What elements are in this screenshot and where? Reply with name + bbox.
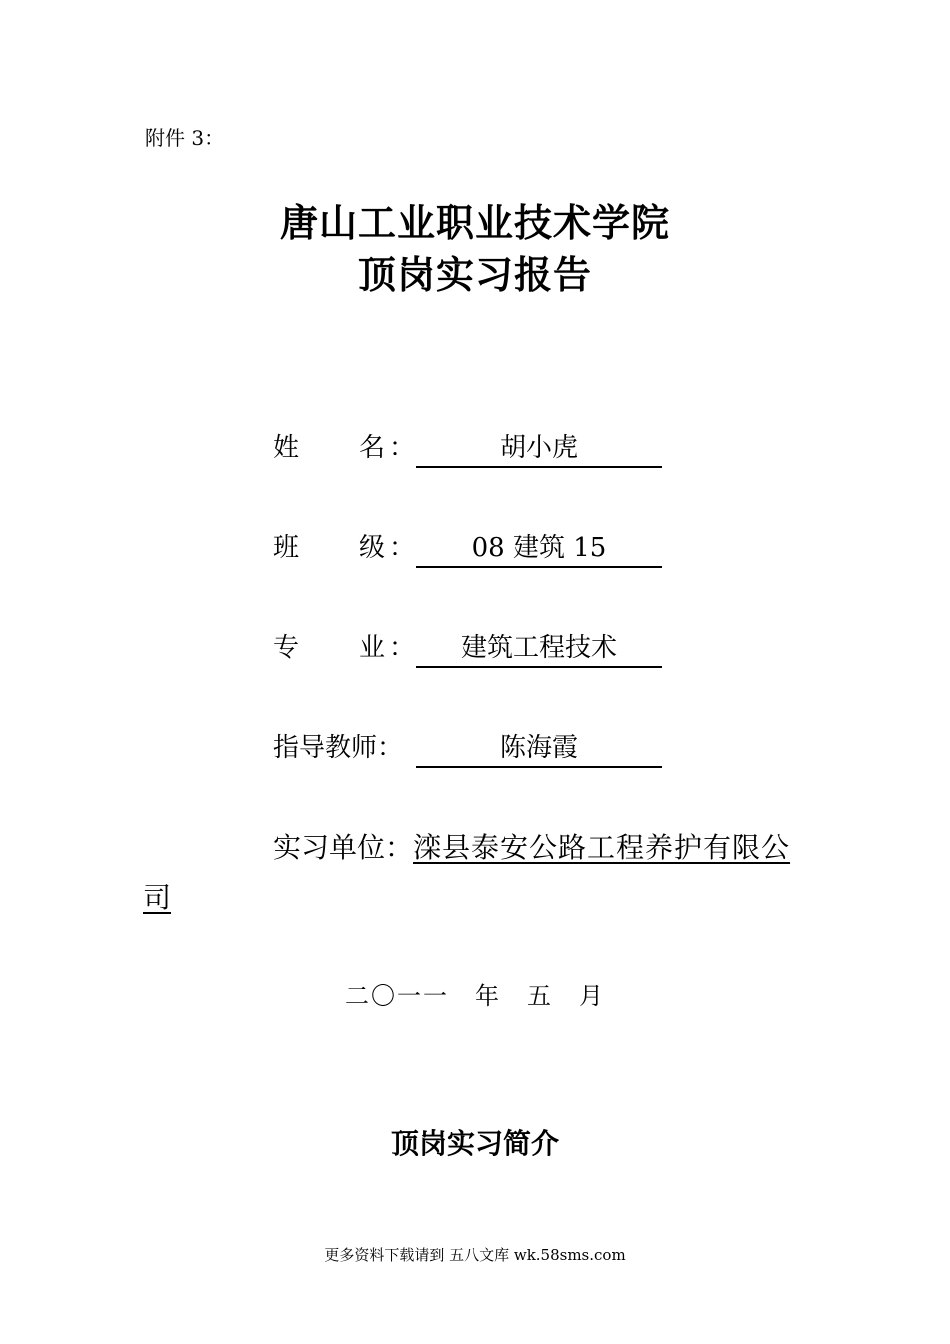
teacher-label: 指导教师： bbox=[273, 733, 404, 763]
report-title: 顶岗实习报告 bbox=[357, 253, 592, 297]
internship-unit-value: 滦县泰安公路工程养护有限公 bbox=[413, 831, 791, 864]
footer-note: 更多资料下载请到 五八文库 wk.58sms.com bbox=[324, 1246, 626, 1264]
class-value: 08 建筑 15 bbox=[416, 528, 662, 568]
name-label-colon: ： bbox=[389, 433, 416, 463]
section-title: 顶岗实习简介 bbox=[390, 1127, 559, 1160]
major-label-char1: 专 bbox=[273, 633, 300, 663]
internship-unit-label: 实习单位： bbox=[273, 831, 414, 864]
name-value: 胡小虎 bbox=[416, 428, 662, 468]
internship-unit-field bbox=[273, 828, 790, 868]
name-label-char1: 姓 bbox=[273, 433, 300, 463]
report-date: 二〇一一 年 五 月 bbox=[345, 982, 605, 1010]
class-label-char1: 班 bbox=[273, 533, 300, 563]
class-label-colon: ： bbox=[389, 533, 416, 563]
internship-unit-value-continued: 司 bbox=[143, 881, 172, 914]
name-label-char2: 名 bbox=[359, 433, 386, 463]
major-label-colon: ： bbox=[389, 633, 416, 663]
major-label-char2: 业 bbox=[359, 633, 386, 663]
class-label-char2: 级 bbox=[359, 533, 386, 563]
school-title: 唐山工业职业技术学院 bbox=[279, 201, 670, 245]
teacher-value: 陈海霞 bbox=[416, 728, 662, 768]
attachment-label: 附件 3： bbox=[145, 126, 225, 150]
major-value: 建筑工程技术 bbox=[416, 628, 662, 668]
